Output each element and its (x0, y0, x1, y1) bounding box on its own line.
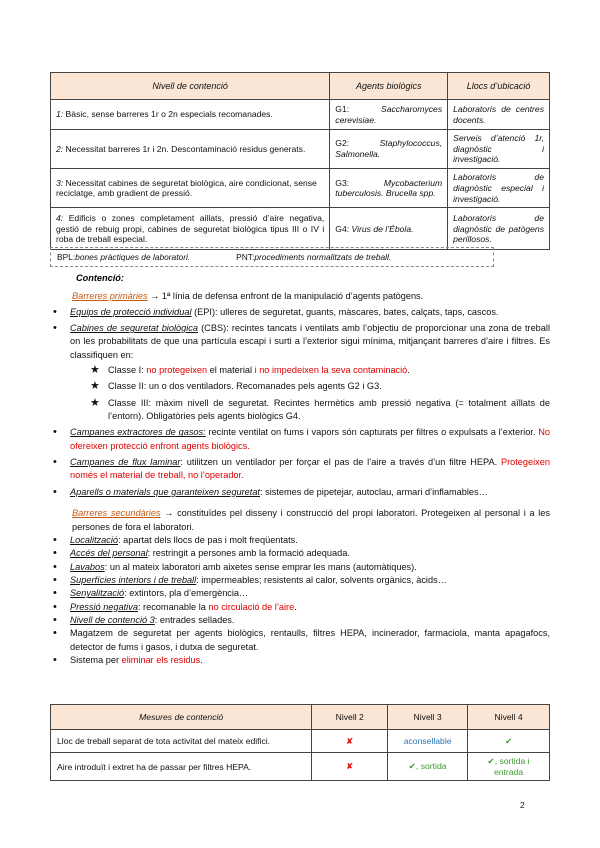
list-item: • Campanes de flux laminar: utilitzen un ventilador per forçar el pas de l’aire a través d’un filtre HEPA. Protegeixen només el material de treball, no l’operador. (50, 456, 550, 483)
level-cell: 4: Edificis o zones completament aillats, pressió d’aire negativa, gestió de rebuig propi, cabines de seguretat biològica tipus III o IV i roba de treball especial. (51, 208, 330, 250)
table-row (51, 130, 550, 169)
header-locations: Llocs d’ubicació (448, 73, 550, 100)
abbreviations-legend (50, 247, 494, 267)
list-item: • Superfícies interiors i de treball: impermeables; resistents al calor, solvents orgànics, àcids… (50, 574, 550, 587)
location-cell: Serveis d’atenció 1r, diagnòstic i investigació. (448, 130, 550, 169)
header-level-3: Nivell 3 (388, 705, 468, 730)
header-level-2: Nivell 2 (312, 705, 388, 730)
table-header-row (51, 705, 550, 730)
table-row (51, 208, 550, 250)
cross-icon: ✘ (312, 753, 388, 781)
cabinet-class-item: ★ Classe I: no protegeixen el material i no impedeixen la seva contaminació. (50, 364, 550, 377)
measure-cell: Aire introduït i extret ha de passar per filtres HEPA. (51, 753, 312, 781)
list-item: • Senyalització: extintors, pla d’emergència… (50, 587, 550, 600)
primary-barriers-intro: Barreres primàries → 1ª línia de defensa enfront de la manipulació d’agents patògens. (72, 291, 424, 302)
primary-barriers-heading: Barreres primàries (72, 291, 148, 302)
list-item: • Cabines de seguretat biològica (CBS): recintes tancats i ventilats amb l’objectiu de proporcionar una zona de treball on les probabilitats de que una partícula escapi i surti a l’exterior sigui mínima, mitjançant barreres d’aire i filtres. Es classifiquen en: (50, 322, 550, 362)
list-item: • Pressió negativa: recomanable la no circulació de l’aire. (50, 601, 550, 614)
level-cell: 1: Bàsic, sense barreres 1r o 2n especials recomanades. (51, 100, 330, 130)
section-title: Contenció: (76, 273, 124, 283)
secondary-barriers-intro: Barreres secundàries → constituïdes pel disseny i construcció del propi laboratori. Protegeixen al personal i a les persones de fora el laboratori. (72, 508, 551, 532)
location-cell: Laboratoris de diagnòstic de patògens perillosos. (448, 208, 550, 250)
star-icon: ★ (90, 364, 100, 377)
check-icon: ✔ (468, 730, 550, 753)
list-item: • Nivell de contenció 3: entrades sellades. (50, 614, 550, 627)
list-item: • Sistema per eliminar els residus. (50, 654, 550, 667)
pnt-abbr: PNT: (236, 252, 255, 262)
list-item: • Lavabos: un al mateix laboratori amb aixetes sense emprar les mans (automàtiques). (50, 561, 550, 574)
agent-cell: G1: Saccharomyces cerevisiae. (330, 100, 448, 130)
table-row (51, 169, 550, 208)
header-level: Nivell de contenció (51, 73, 330, 100)
cabinet-class-item: ★ Classe III: màxim nivell de seguretat. Recintes hermètics amb pressió negativa (= totalment aïllats de l’entorn). Obligatòries pels agents biològics G4. (90, 396, 550, 422)
table-row (51, 100, 550, 130)
bpl-abbr: BPL: (57, 252, 76, 262)
agent-cell: G4: Virus de l’Ébola. (330, 208, 448, 250)
star-icon: ★ (90, 396, 100, 409)
agent-cell: G3: Mycobacterium tuberculosis. Brucella spp. (330, 169, 448, 208)
level-cell: 2: Necessitat barreres 1r i 2n. Descontaminació residus generats. (51, 130, 330, 169)
list-item: • Localització: apartat dels llocs de pas i molt freqüentats. (50, 534, 550, 547)
content-section (50, 272, 550, 667)
table-row (51, 753, 550, 781)
location-cell: Laboratoris de centres docents. (448, 100, 550, 130)
header-measures: Mesures de contenció (51, 705, 312, 730)
containment-levels-table (50, 72, 550, 250)
page-number: 2 (520, 800, 525, 810)
level-cell: 3: Necessitat cabines de seguretat biològica, aire condicionat, sense reciclatge, amb gradient de pressió. (51, 169, 330, 208)
table-header-row (51, 73, 550, 100)
list-item: • Accés del personal: restringit a persones amb la formació adequada. (50, 547, 550, 560)
header-agents: Agents biològics (330, 73, 448, 100)
pnt-text: procediments normalitzats de treball. (254, 252, 392, 262)
list-item: • Campanes extractores de gasos: recinte ventilat on fums i vapors són capturats per filtres o expulsats a l’exterior. No ofereixen protecció enfront agents biològics. (50, 426, 550, 453)
header-level-4: Nivell 4 (468, 705, 550, 730)
cabinet-class-item: ★ Classe II: un o dos ventiladors. Recomanades pels agents G2 i G3. (50, 380, 550, 393)
containment-measures-table (50, 704, 550, 781)
level4-cell: ✔, sortida i entrada (468, 753, 550, 781)
cross-icon: ✘ (312, 730, 388, 753)
star-icon: ★ (90, 380, 100, 393)
list-item: • Equips de protecció individual (EPI): ulleres de seguretat, guants, màscares, bates, calçats, taps, cascos. (50, 306, 550, 319)
level3-cell: ✔, sortida (388, 753, 468, 781)
measure-cell: Lloc de treball separat de tota activitat del mateix edifici. (51, 730, 312, 753)
location-cell: Laboratoris de diagnòstic especial i investigació. (448, 169, 550, 208)
level3-cell: aconsellable (388, 730, 468, 753)
list-item: • Magatzem de seguretat per agents biològics, rentaulls, filtres HEPA, incinerador, farmaciola, manta apagafocs, detector de fums i gasos, i dutxa de seguretat. (50, 627, 550, 654)
bpl-text: bones pràctiques de laboratori. (75, 252, 191, 262)
secondary-barriers-heading: Barreres secundàries (72, 508, 161, 519)
table-row (51, 730, 550, 753)
agent-cell: G2: Staphylococcus, Salmonella. (330, 130, 448, 169)
list-item: • Aparells o materials que garanteixen seguretat: sistemes de pipetejar, autoclau, armari d’inflamables… (50, 486, 550, 499)
